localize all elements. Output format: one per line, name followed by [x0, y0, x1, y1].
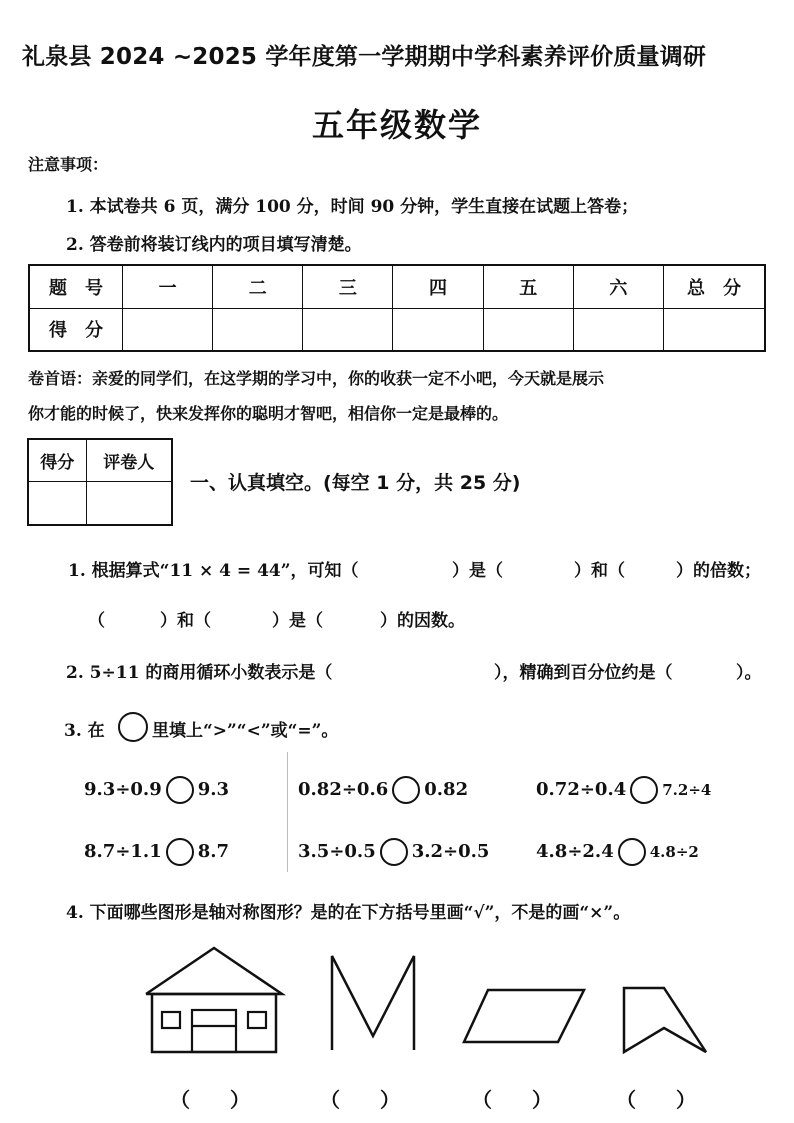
grader-score-cell[interactable] — [28, 481, 86, 525]
note-item-2: 2. 答卷前将装订线内的项目填写清楚。 — [66, 235, 362, 255]
compare-circle-icon — [114, 712, 152, 742]
compare-left: 9.3÷0.9 — [84, 779, 162, 800]
compare-right: 0.82 — [424, 779, 469, 800]
compare-circle[interactable] — [392, 776, 420, 804]
compare-left: 3.5÷0.5 — [298, 841, 376, 862]
compare-left: 4.8÷2.4 — [536, 841, 614, 862]
score-header-5: 五 — [483, 265, 573, 308]
score-cell[interactable] — [393, 308, 483, 351]
house-figure — [140, 942, 290, 1057]
q1-text-c: ）和（ — [574, 561, 625, 581]
q1-text-h: ）的因数。 — [380, 611, 465, 631]
score-header-label: 题 号 — [29, 265, 123, 308]
compare-item — [298, 776, 468, 804]
preface-line-1: 卷首语：亲爱的同学们，在这学期的学习中，你的收获一定不小吧，今天就是展示 — [28, 369, 605, 388]
score-header-1: 一 — [123, 265, 213, 308]
compare-item — [84, 776, 229, 804]
compare-circle[interactable] — [166, 776, 194, 804]
grader-name-label: 评卷人 — [86, 439, 172, 481]
score-header-2: 二 — [213, 265, 303, 308]
compare-right: 9.3 — [197, 779, 230, 800]
parallelogram-figure — [460, 984, 590, 1048]
q4-text: 4. 下面哪些图形是轴对称图形？是的在下方括号里画“√”，不是的画“×”。 — [66, 903, 631, 923]
q2-text-b: ），精确到百分位约是（ — [494, 663, 673, 683]
compare-left: 8.7÷1.1 — [84, 841, 162, 862]
exam-header-title: 礼泉县 2024 ~2025 学年度第一学期期中学科素养评价质量调研 — [22, 44, 707, 70]
score-cell[interactable] — [483, 308, 573, 351]
grader-table — [27, 438, 173, 526]
score-cell[interactable] — [573, 308, 663, 351]
compare-item — [536, 776, 711, 804]
q2-text-c: ）。 — [736, 663, 762, 683]
q3-text-a: 3. 在 — [64, 721, 105, 741]
answer-bracket-4[interactable]: （ ） — [616, 1088, 696, 1112]
answer-bracket-3[interactable]: （ ） — [472, 1088, 552, 1112]
score-cell[interactable] — [303, 308, 393, 351]
score-header-6: 六 — [573, 265, 663, 308]
compare-left: 0.82÷0.6 — [298, 779, 389, 800]
compare-right: 8.7 — [197, 841, 230, 862]
score-cell[interactable] — [664, 308, 766, 351]
q3-text-b: 里填上“>”“<”或“=”。 — [152, 721, 339, 741]
preface-line-2: 你才能的时候了，快来发挥你的聪明才智吧，相信你一定是最棒的。 — [28, 404, 509, 423]
note-item-1: 1. 本试卷共 6 页，满分 100 分，时间 90 分钟，学生直接在试题上答卷； — [66, 197, 639, 217]
q2-text-a: 2. 5÷11 的商用循环小数表示是（ — [66, 663, 333, 683]
compare-item — [536, 838, 699, 866]
page-title: 五年级数学 — [311, 106, 482, 144]
section-title: 一、认真填空。(每空 1 分，共 25 分) — [190, 472, 521, 494]
compare-circle[interactable] — [618, 838, 646, 866]
compare-left: 0.72÷0.4 — [536, 779, 627, 800]
column-divider — [287, 752, 288, 872]
compare-right: 3.2÷0.5 — [411, 841, 490, 862]
score-header-4: 四 — [393, 265, 483, 308]
flag-figure — [620, 984, 712, 1058]
q1-text-f: ）和（ — [160, 611, 211, 631]
grader-score-label: 得分 — [28, 439, 86, 481]
compare-right: 4.8÷2 — [649, 843, 699, 861]
compare-item — [298, 838, 489, 866]
compare-circle[interactable] — [380, 838, 408, 866]
score-header-3: 三 — [303, 265, 393, 308]
grader-name-cell[interactable] — [86, 481, 172, 525]
letter-m-figure — [326, 950, 420, 1054]
q1-text-a: 1. 根据算式“11 × 4 = 44”，可知（ — [68, 561, 359, 581]
compare-right: 7.2÷4 — [662, 781, 712, 799]
answer-bracket-2[interactable]: （ ） — [320, 1088, 400, 1112]
answer-bracket-1[interactable]: （ ） — [170, 1088, 250, 1112]
score-cell[interactable] — [123, 308, 213, 351]
score-header-total: 总 分 — [664, 265, 766, 308]
score-row-label: 得 分 — [29, 308, 123, 351]
q1-text-b: ）是（ — [452, 561, 503, 581]
compare-item — [84, 838, 229, 866]
q1-text-e: （ — [88, 611, 105, 631]
compare-circle[interactable] — [630, 776, 658, 804]
score-table — [28, 264, 766, 352]
q1-text-g: ）是（ — [272, 611, 323, 631]
score-cell[interactable] — [213, 308, 303, 351]
notes-heading: 注意事项： — [28, 155, 109, 174]
compare-circle[interactable] — [166, 838, 194, 866]
q1-text-d: ）的倍数； — [676, 561, 761, 581]
